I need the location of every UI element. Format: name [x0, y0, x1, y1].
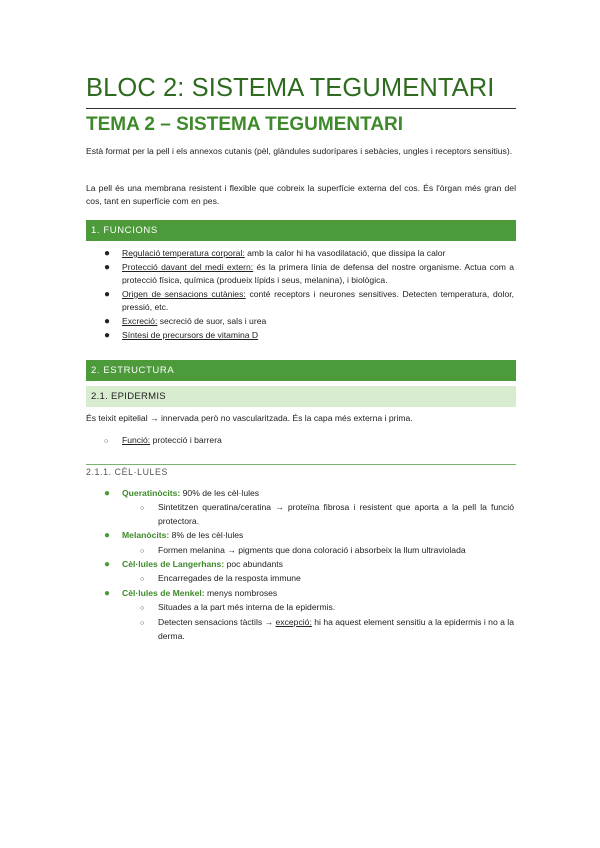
item-label: Protecció davant del medi extern: [122, 261, 254, 272]
cell-subitem [140, 544, 514, 558]
epidermis-paragraph: És teixit epitelial → innervada però no vascularitzada. És la capa més externa i prima. [86, 413, 413, 423]
subitem-text: Formen melanina → pigments que dona coloració i absorbeix la llum ultraviolada [158, 545, 466, 555]
circle-bullet-icon: ○ [140, 576, 145, 583]
list-item [104, 329, 514, 343]
cell-name: Queratinòcits: [122, 488, 181, 498]
cell-subitem [140, 501, 514, 528]
item-label: Síntesi de precursors de vitamina D [122, 329, 259, 340]
cell-name: Cèl·lules de Menkel: [122, 588, 205, 598]
circle-bullet-icon: ○ [104, 438, 109, 445]
exception-label: excepció: [275, 617, 312, 627]
item-label: Origen de sensacions cutànies: [122, 288, 246, 299]
bloc-title: BLOC 2: SISTEMA TEGUMENTARI [86, 74, 495, 102]
green-bullet-icon: ● [104, 488, 111, 499]
bullet-icon: ● [104, 329, 111, 341]
cell-item-langerhans [104, 558, 514, 572]
subitem-text: Encarregades de la resposta immune [158, 573, 301, 583]
cell-desc: 90% de les cèl·lules [180, 488, 260, 498]
list-item [104, 247, 514, 261]
bullet-icon: ● [104, 288, 111, 300]
cell-subitem [140, 616, 514, 643]
subitem-text: Sintetitzen queratina/ceratina → proteïna fibrosa i resistent que aporta a la pell la funció protectora. [158, 502, 514, 526]
item-text: conté receptors i neurones sensitives. Detecten temperatura, dolor, pressió, etc. [122, 288, 515, 313]
cell-subitem [140, 572, 514, 586]
cell-name: Melanòcits: [122, 530, 170, 540]
cell-item-queratinocits [104, 487, 514, 501]
funcio-label: Funció: [122, 435, 151, 445]
cell-item-melanocits [104, 529, 514, 543]
subitem-text: Situades a la part més interna de la epidermis. [158, 602, 336, 612]
bullet-icon: ● [104, 315, 111, 327]
item-label: Regulació temperatura corporal: [122, 248, 245, 258]
cell-desc: 8% de les cèl·lules [169, 530, 244, 540]
cell-item-menkel [104, 587, 514, 601]
bullet-icon: ● [104, 261, 111, 273]
green-bullet-icon: ● [104, 530, 111, 541]
item-text: secreció de suor, sals i urea [157, 315, 267, 326]
green-bullet-icon: ● [104, 588, 111, 599]
tema-title: TEMA 2 – SISTEMA TEGUMENTARI [86, 114, 404, 135]
section-heading-estructura: 2. ESTRUCTURA [86, 360, 516, 381]
subitem-text: hi ha aquest element sensitiu a la epidermis i no a la derma. [158, 617, 514, 641]
list-item [104, 315, 514, 329]
subsection-heading-epidermis: 2.1. EPIDERMIS [86, 386, 516, 407]
circle-bullet-icon: ○ [140, 505, 145, 512]
circle-bullet-icon: ○ [140, 548, 145, 555]
item-text: amb la calor hi ha vasodilatació, que dissipa la calor [244, 248, 446, 258]
bullet-icon: ● [104, 248, 111, 259]
intro-paragraph-1: Està format per la pell i els annexos cutanis (pèl, glàndules sudorípares i sebàcies, ungles i receptors sensitius). [86, 146, 513, 156]
item-text: és la primera línia de defensa del nostre organisme. Actua com a protecció física, química (produeix lípids i seus, melanina), i biològica. [122, 261, 514, 286]
funcio-item [104, 434, 502, 448]
cell-subitem [140, 601, 514, 615]
funcio-text: protecció i barrera [150, 435, 222, 445]
circle-bullet-icon: ○ [140, 605, 145, 612]
list-item [104, 288, 515, 315]
circle-bullet-icon: ○ [140, 620, 145, 627]
intro-paragraph-2: La pell és una membrana resistent i flexible que cobreix la superfície externa del cos. És l'òrgan més gran del cos, tant en superfície com en pes. [86, 183, 516, 206]
cell-desc: poc abundants [224, 559, 283, 569]
green-bullet-icon: ● [104, 559, 111, 570]
list-item [104, 261, 514, 288]
cellules-heading-rule [86, 464, 516, 465]
funcions-list [104, 247, 515, 342]
title-divider [86, 108, 516, 109]
item-label: Excreció: [122, 315, 158, 326]
subitem-text: Detecten sensacions tàctils → [158, 617, 276, 627]
section-heading-funcions: 1. FUNCIONS [86, 220, 516, 241]
cellules-heading: 2.1.1. CÈL·LULES [86, 467, 168, 477]
cell-name: Cèl·lules de Langerhans: [122, 559, 225, 569]
cell-desc: menys nombroses [204, 588, 278, 598]
